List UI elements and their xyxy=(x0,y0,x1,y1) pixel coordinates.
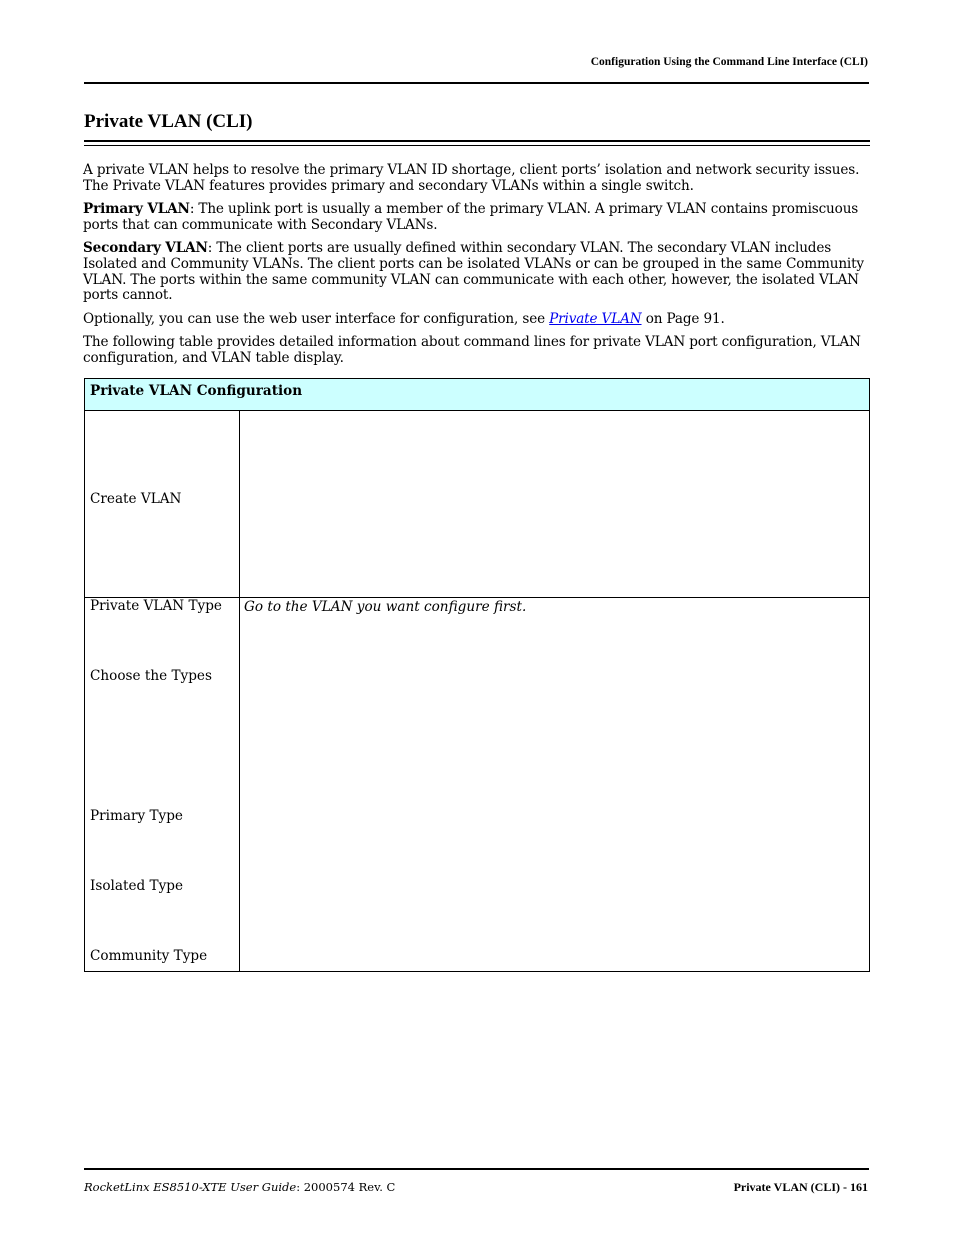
primary-vlan-text: : The uplink port is usually a member of the primary VLAN. A primary VLAN contains promiscuous ports that can communicate with Secondary VLANs. xyxy=(83,201,859,233)
footer-page-number: Private VLAN (CLI) - 161 xyxy=(733,1180,868,1194)
table-intro-paragraph: The following table provides detailed information about command lines for private VLAN port configuration, VLAN configuration, and VLAN table display. xyxy=(83,334,861,366)
footer-doc-number: : 2000574 Rev. C xyxy=(296,1180,396,1194)
secondary-vlan-term: Secondary VLAN xyxy=(83,240,208,257)
private-vlan-link[interactable]: Private VLAN xyxy=(549,310,642,327)
secondary-vlan-paragraph xyxy=(83,241,873,303)
footer-guide-info xyxy=(84,1180,395,1194)
footer-rule xyxy=(84,1168,869,1170)
table-header-label: Private VLAN Configuration xyxy=(90,383,303,399)
optional-text-before: Optionally, you can use the web user interface for configuration, see xyxy=(83,310,550,327)
isolated-type-label: Isolated Type xyxy=(90,878,184,894)
table-row xyxy=(85,598,870,972)
header-rule xyxy=(84,82,869,84)
page-title: Private VLAN (CLI) xyxy=(84,111,253,132)
footer-guide-title: RocketLinx ES8510-XTE User Guide xyxy=(84,1180,297,1194)
create-vlan-label: Create VLAN xyxy=(90,491,182,507)
private-vlan-type-label: Private VLAN Type xyxy=(90,598,222,614)
intro-paragraph: A private VLAN helps to resolve the primary VLAN ID shortage, client ports’ isolation and network security issues. The Private VLAN features provides primary and secondary VLANs within a single switch. xyxy=(83,162,860,194)
primary-vlan-term: Primary VLAN xyxy=(83,201,190,218)
optional-text-after: on Page 91. xyxy=(641,310,725,327)
optional-paragraph xyxy=(83,312,873,328)
title-rule-thin xyxy=(84,145,870,146)
table-header-cell xyxy=(85,379,870,411)
primary-vlan-paragraph xyxy=(83,202,873,233)
community-type-label: Community Type xyxy=(90,948,208,964)
create-vlan-label-cell xyxy=(85,411,240,598)
private-vlan-type-command-cell xyxy=(240,598,870,972)
configure-vlan-note: Go to the VLAN you want configure first. xyxy=(244,599,527,615)
create-vlan-command-cell xyxy=(240,411,870,598)
title-rule xyxy=(84,140,870,142)
table-row xyxy=(85,411,870,598)
body-text xyxy=(83,163,873,375)
secondary-vlan-text: : The client ports are usually defined within secondary VLAN. The secondary VLAN includes Isolated and Community VLANs. The client ports can be isolated VLANs or can be grouped in the same Community VLAN. The ports within the same community VLAN can communicate with each other, however, the isolated VLAN ports cannot. xyxy=(83,240,864,304)
primary-type-label: Primary Type xyxy=(90,808,183,824)
running-header: Configuration Using the Command Line Interface (CLI) xyxy=(590,56,868,68)
private-vlan-type-label-cell xyxy=(85,598,240,972)
choose-types-label: Choose the Types xyxy=(90,668,212,684)
private-vlan-config-table xyxy=(84,378,870,972)
